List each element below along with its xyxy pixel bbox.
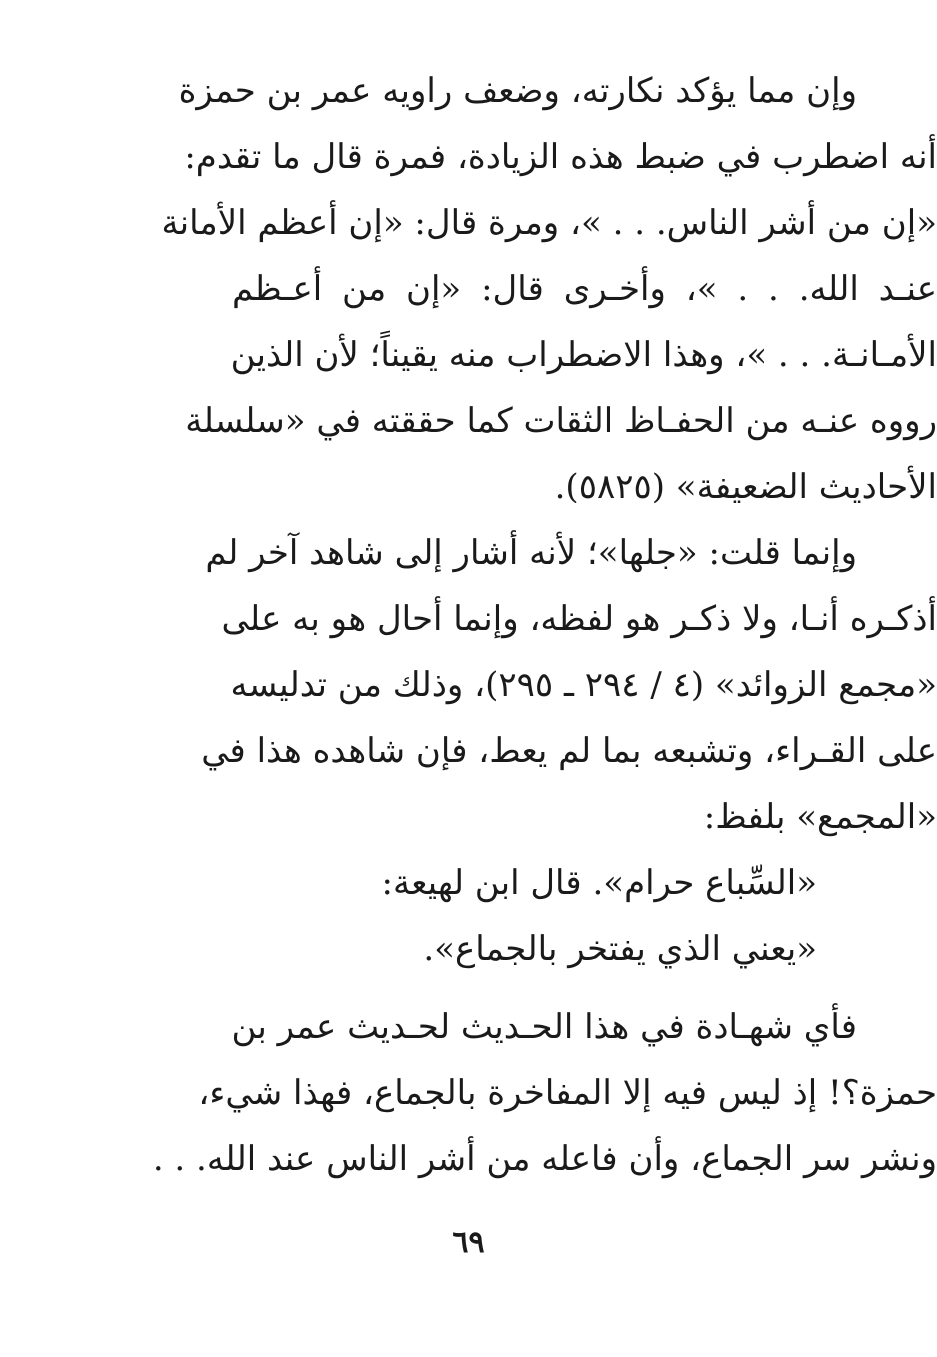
text-line: «إن من أشر الناس. . . »، ومرة قال: «إن أعظم الأمانة [161, 203, 937, 243]
text-line: حمزة؟! إذ ليس فيه إلا المفاخرة بالجماع، فهذا شيء، [198, 1073, 937, 1113]
text-line: ونشر سر الجماع، وأن فاعله من أشر الناس عند الله. . . [152, 1139, 937, 1179]
quote-line: «السِّباع حرام». قال ابن لهيعة: [381, 863, 817, 903]
text-line: «المجمع» بلفظ: [703, 797, 937, 837]
quote-line: «يعني الذي يفتخر بالجماع». [423, 929, 817, 969]
text-line: أنه اضطرب في ضبط هذه الزيادة، فمرة قال ما تقدم: [184, 137, 937, 177]
text-line: فأي شهـادة في هذا الحـديث لحـديث عمر بن [231, 1007, 857, 1047]
text-line: رووه عنـه من الحفـاظ الثقات كما حققته في «سلسلة [185, 401, 937, 441]
text-line: «مجمع الزوائد» (٤ / ٢٩٤ ـ ٢٩٥)، وذلك من تدليسه [230, 665, 937, 705]
text-line: أذكـره أنـا، ولا ذكـر هو لفظه، وإنما أحال هو به على [221, 599, 937, 639]
text-line: عنـد الله. . . »، وأخـرى قال: «إن من أعـظم [232, 269, 937, 309]
text-line: على القـراء، وتشبعه بما لم يعط، فإن شاهده هذا في [201, 731, 937, 771]
page-number: ٦٩ [452, 1225, 485, 1260]
text-line: وإن مما يؤكد نكارته، وضعف راويه عمر بن حمزة [178, 71, 857, 111]
text-line: الأمـانـة. . . »، وهذا الاضطراب منه يقيناً؛ لأن الذين [230, 335, 937, 375]
text-line: وإنما قلت: «جلها»؛ لأنه أشار إلى شاهد آخر لم [205, 533, 857, 573]
text-line: الأحاديث الضعيفة» (٥٨٢٥). [554, 467, 937, 507]
